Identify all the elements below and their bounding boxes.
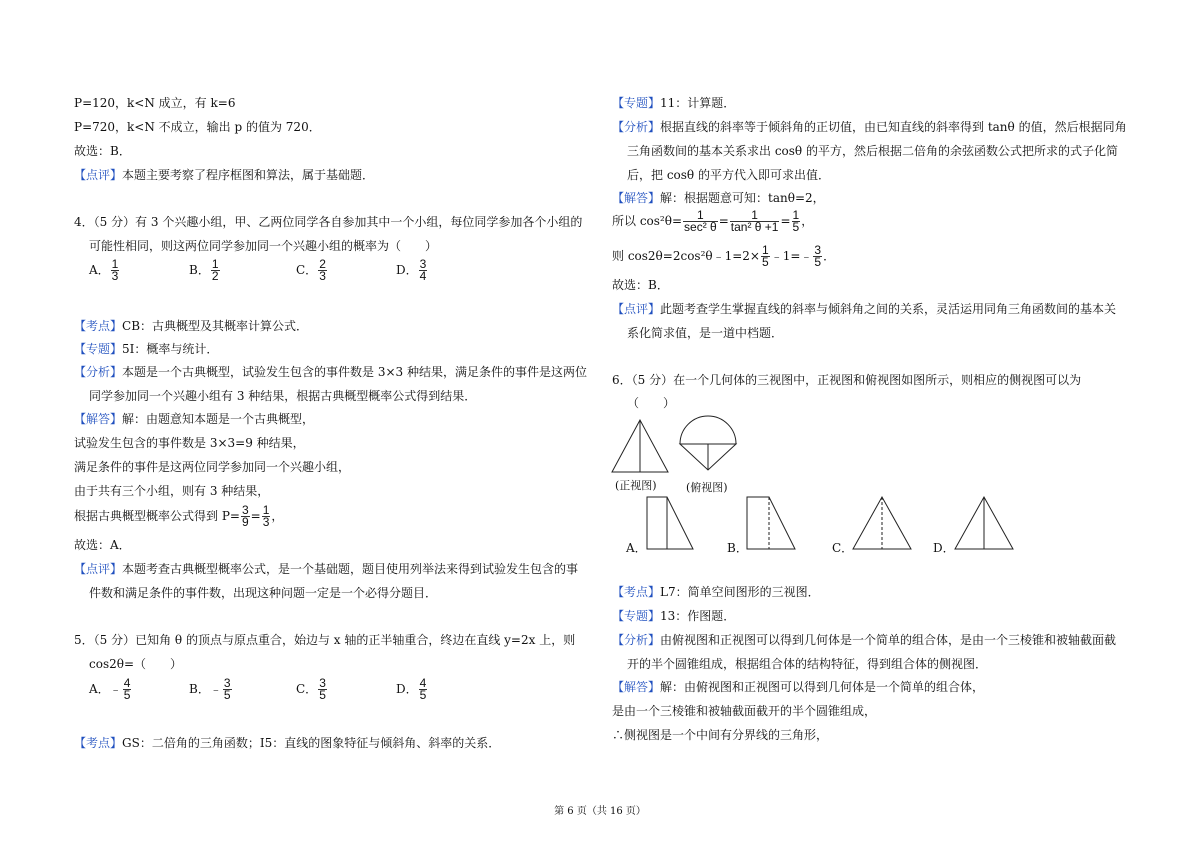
- q4-option-a: [89, 259, 120, 282]
- zhuanti-tag: 【专题】: [612, 609, 661, 623]
- fraction: $\frac{1}{5}$: [792, 208, 800, 234]
- formula-text: ，: [271, 509, 284, 523]
- fenxi-text: 根据直线的斜率等于倾斜角的正切值，由已知直线的斜率得到 tanθ 的值，然后根据同角: [660, 120, 1127, 134]
- formula-text: =: [250, 509, 261, 523]
- jieda-formula-line: [74, 504, 283, 528]
- fenxi-tag: 【分析】: [612, 120, 661, 134]
- kaodian-text: CB：古典概型及其概率计算公式．: [122, 319, 309, 333]
- fenxi-text: 本题是一个古典概型，试验发生包含的事件数是 3×3 种结果，满足条件的事件是这两位: [122, 365, 587, 379]
- q5-option-d: [396, 678, 428, 701]
- comment-text: 本题主要考察了程序框图和算法，属于基础题．: [122, 168, 375, 182]
- option-sign: ﹣: [109, 682, 122, 696]
- option-sign: ﹣: [209, 682, 222, 696]
- formula-text: 所以 cos²θ=: [612, 214, 683, 228]
- front-view-label: (正视图): [615, 479, 657, 492]
- q4-option-b: [189, 259, 221, 282]
- formula-text: 根据古典概型概率公式得到 P=: [74, 509, 240, 523]
- formula-text: ﹣1=﹣: [770, 249, 813, 263]
- fraction: $\frac{1}{5}$: [762, 243, 769, 269]
- q6-option-b-figure: [745, 495, 797, 551]
- zhuanti-line: [74, 341, 218, 357]
- fenxi-line-cont: 同学参加同一个兴趣小组有 3 种结果，根据古典概型概率公式得到结果．: [89, 389, 477, 403]
- question-5-stem-cont: cos2θ=（ ）: [89, 657, 183, 671]
- jieda-text: 解：由俯视图和正视图可以得到几何体是一个简单的组合体，: [660, 680, 985, 694]
- answer-line: 故选：A．: [74, 538, 131, 552]
- dianping-tag: 【点评】: [612, 302, 661, 316]
- q5-option-a: [89, 678, 132, 701]
- jieda-line: [612, 679, 984, 695]
- dianping-text: 此题考查学生掌握直线的斜率与倾斜角之间的关系，灵活运用同角三角函数间的基本关: [660, 302, 1117, 316]
- top-view-figure: [676, 412, 740, 474]
- zhuanti-line: [612, 95, 735, 111]
- fraction: $\frac{4}{5}$: [419, 676, 427, 702]
- text-line: P=120，k<N 成立，有 k=6: [74, 96, 236, 110]
- fraction: $\frac{3}{5}$: [223, 676, 231, 702]
- text-line: P=720，k<N 不成立，输出 p 的值为 720．: [74, 120, 321, 134]
- kaodian-text: GS：二倍角的三角函数；I5：直线的图象特征与倾斜角、斜率的关系．: [122, 736, 501, 750]
- jieda-text: 解：根据题意可知：tanθ=2，: [660, 191, 825, 205]
- comment-tag: 【点评】: [74, 168, 123, 182]
- formula-text: ，: [801, 214, 814, 228]
- fraction: $\frac{2}{3}$: [319, 257, 326, 283]
- formula-text: =: [718, 214, 729, 228]
- zhuanti-line: [612, 608, 735, 624]
- q6-option-b-label: B．: [727, 541, 748, 555]
- option-label: B．: [189, 682, 210, 696]
- formula-text: =: [780, 214, 791, 228]
- zhuanti-tag: 【专题】: [612, 96, 661, 110]
- fraction: $\frac{3}{5}$: [814, 243, 822, 269]
- question-4-stem: 4．（5 分）有 3 个兴趣小组，甲、乙两位同学各自参加其中一个小组，每位同学参加各个小组的: [74, 215, 583, 229]
- q5-option-b: [189, 678, 233, 701]
- q5-option-c: [296, 678, 328, 701]
- comment-line: [74, 167, 374, 183]
- option-label: A．: [89, 682, 110, 696]
- jieda-tag: 【解答】: [612, 191, 661, 205]
- jieda-text: 解：由题意知本题是一个古典概型，: [122, 412, 315, 426]
- q4-option-d: [396, 259, 428, 282]
- q6-option-a-figure: [645, 495, 695, 551]
- page-footer: 第 6 页（共 16 页）: [554, 806, 646, 817]
- fraction: $\frac{1}{3}$: [111, 257, 119, 283]
- jieda-line: ∴侧视图是一个中间有分界线的三角形，: [612, 728, 829, 742]
- jieda-line: 试验发生包含的事件数是 3×3=9 种结果，: [74, 436, 305, 450]
- option-label: C．: [296, 682, 318, 696]
- zhuanti-text: 13：作图题．: [660, 609, 736, 623]
- fenxi-line: [612, 632, 1116, 648]
- question-6-stem: 6．（5 分）在一个几何体的三视图中，正视图和俯视图如图所示，则相应的侧视图可以为: [612, 373, 1082, 387]
- jieda-line: [612, 190, 825, 206]
- kaodian-line: [74, 318, 308, 334]
- kaodian-tag: 【考点】: [74, 319, 123, 333]
- fenxi-line-cont: 开的半个圆锥组成，根据组合体的结构特征，得到组合体的侧视图．: [627, 657, 988, 671]
- option-label: A．: [89, 263, 110, 277]
- formula-text: ．: [823, 249, 836, 263]
- question-6-stem-cont: （ ）: [627, 396, 676, 410]
- jieda-tag: 【解答】: [612, 680, 661, 694]
- q6-option-d-label: D．: [933, 541, 955, 555]
- fraction: $\frac{1}{\text{sec² θ}}$: [684, 208, 717, 234]
- fraction: $\frac{3}{9}$: [241, 503, 249, 529]
- jieda-line: 满足条件的事件是这两位同学参加同一个兴趣小组，: [74, 460, 351, 474]
- top-view-label: (俯视图): [686, 481, 728, 494]
- option-label: D．: [396, 682, 418, 696]
- fenxi-line: [612, 119, 1127, 135]
- fenxi-text: 由俯视图和正视图可以得到几何体是一个简单的组合体，是由一个三棱锥和被轴截面截: [660, 633, 1117, 647]
- zhuanti-text: 5I：概率与统计．: [122, 342, 219, 356]
- option-label: D．: [396, 263, 418, 277]
- jieda-tag: 【解答】: [74, 412, 123, 426]
- kaodian-line: [612, 584, 820, 600]
- kaodian-line: [74, 735, 500, 751]
- dianping-line-cont: 件数和满足条件的事件数，出现这种问题一定是一个必得分题目．: [89, 586, 438, 600]
- kaodian-tag: 【考点】: [612, 585, 661, 599]
- q6-option-d-figure: [953, 495, 1015, 551]
- fenxi-line-cont: 三角函数间的基本关系求出 cosθ 的平方，然后根据二倍角的余弦函数公式把所求的式子化简: [627, 144, 1118, 158]
- zhuanti-tag: 【专题】: [74, 342, 123, 356]
- q6-option-c-figure: [851, 495, 913, 551]
- front-view-figure: [610, 418, 670, 474]
- fenxi-line-cont: 后，把 cosθ 的平方代入即可求出值．: [627, 168, 830, 182]
- fraction: $\frac{3}{5}$: [319, 676, 326, 702]
- zhuanti-text: 11：计算题．: [660, 96, 736, 110]
- jieda-line: [74, 411, 314, 427]
- q6-option-a-label: A．: [626, 541, 647, 555]
- q4-option-c: [296, 259, 328, 282]
- fenxi-line: [74, 364, 587, 380]
- fraction: $\frac{1}{3}$: [262, 503, 270, 529]
- fenxi-tag: 【分析】: [612, 633, 661, 647]
- kaodian-tag: 【考点】: [74, 736, 123, 750]
- jieda-formula-line: [612, 243, 835, 269]
- question-5-stem: 5．（5 分）已知角 θ 的顶点与原点重合，始边与 x 轴的正半轴重合，终边在直线 y=2x 上，则: [74, 633, 576, 647]
- fraction: $\frac{4}{5}$: [123, 676, 131, 702]
- dianping-tag: 【点评】: [74, 562, 123, 576]
- fraction: $\frac{3}{4}$: [419, 257, 427, 283]
- jieda-formula-line: [612, 208, 813, 234]
- question-4-stem-cont: 可能性相同，则这两位同学参加同一个兴趣小组的概率为（ ）: [89, 239, 438, 253]
- dianping-line: [74, 561, 578, 577]
- dianping-line: [612, 301, 1116, 317]
- fraction: $\frac{1}{\text{tan² θ +1}}$: [730, 208, 779, 234]
- answer-line: 故选：B．: [612, 278, 669, 292]
- kaodian-text: L7：简单空间图形的三视图．: [660, 585, 820, 599]
- option-label: B．: [189, 263, 210, 277]
- text-line: 故选：B．: [74, 144, 131, 158]
- fraction: $\frac{1}{2}$: [211, 257, 219, 283]
- option-label: C．: [296, 263, 318, 277]
- q6-option-c-label: C．: [832, 541, 854, 555]
- dianping-text: 本题考查古典概型概率公式，是一个基础题，题目使用列举法来得到试验发生包含的事: [122, 562, 579, 576]
- fenxi-tag: 【分析】: [74, 365, 123, 379]
- jieda-line: 是由一个三棱锥和被轴截面截开的半个圆锥组成，: [612, 704, 877, 718]
- jieda-line: 由于共有三个小组，则有 3 种结果，: [74, 484, 270, 498]
- formula-text: 则 cos2θ=2cos²θ﹣1=2×: [612, 249, 760, 263]
- dianping-line-cont: 系化简求值，是一道中档题．: [627, 326, 784, 340]
